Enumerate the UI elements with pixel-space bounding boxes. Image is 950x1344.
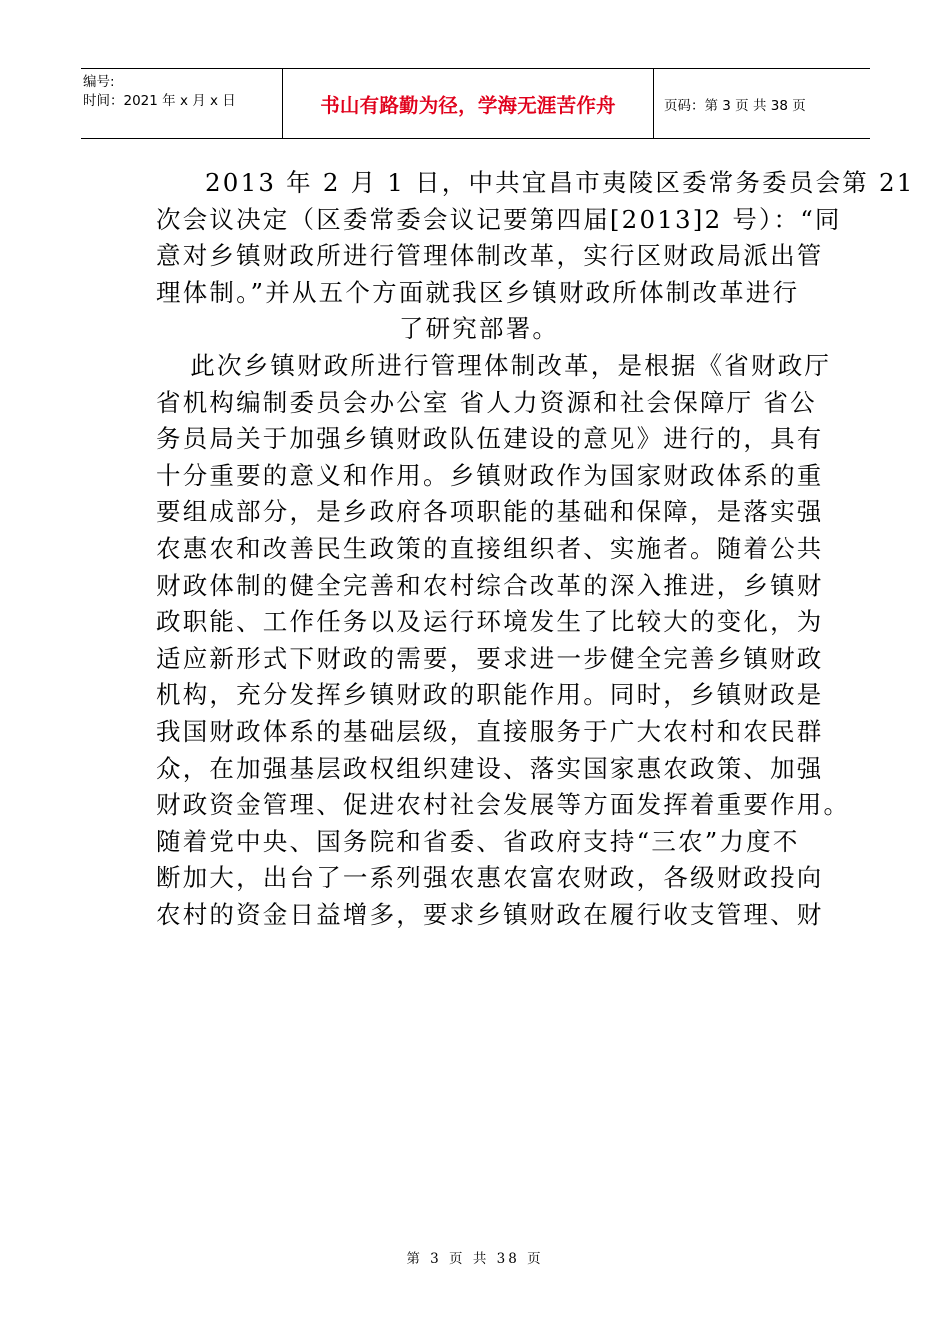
text-line: 要组成部分，是乡政府各项职能的基础和保障，是落实强 (156, 497, 824, 527)
header-page-info: 页码：第 3 页 共 38 页 (664, 97, 806, 114)
text-line: 财政资金管理、促进农村社会发展等方面发挥着重要作用。 (156, 790, 851, 820)
text-line: 理体制。”并从五个方面就我区乡镇财政所体制改革进行 (156, 277, 800, 307)
text-line: 断加大，出台了一系列强农惠农富农财政，各级财政投向 (156, 863, 824, 893)
text-line: 省机构编制委员会办公室 省人力资源和社会保障厅 省公 (156, 387, 817, 417)
text-line: 农村的资金日益增多，要求乡镇财政在履行收支管理、财 (156, 899, 824, 929)
text-line: 众，在加强基层政权组织建设、落实国家惠农政策、加强 (156, 753, 824, 783)
text-line: 此次乡镇财政所进行管理体制改革，是根据《省财政厅 (190, 350, 832, 380)
text-line: 了研究部署。 (398, 314, 560, 344)
paragraph-2 (156, 348, 851, 934)
text-line: 次会议决定（区委常委会议记要第四届[2013]2 号）：“同 (156, 204, 842, 234)
text-line: 农惠农和改善民生政策的直接组织者、实施者。随着公共 (156, 533, 824, 563)
paragraph-1 (156, 165, 915, 348)
text-line: 2013 年 2 月 1 日，中共宜昌市夷陵区委常务委员会第 21 (205, 168, 915, 197)
text-line: 十分重要的意义和作用。乡镇财政作为国家财政体系的重 (156, 460, 824, 490)
text-line: 我国财政体系的基础层级，直接服务于广大农村和农民群 (156, 716, 824, 746)
text-line: 随着党中央、国务院和省委、省政府支持“三农”力度不 (156, 826, 800, 856)
document-time-label: 时间：2021 年 x 月 x 日 (83, 93, 236, 109)
text-line: 机构，充分发挥乡镇财政的职能作用。同时，乡镇财政是 (156, 680, 824, 710)
header-meta (81, 69, 283, 138)
header-motto: 书山有路勤为径，学海无涯苦作舟 (283, 69, 654, 138)
text-line: 意对乡镇财政所进行管理体制改革，实行区财政局派出管 (156, 241, 824, 271)
document-body (156, 165, 915, 933)
page-footer: 第 3 页 共 38 页 (406, 1251, 544, 1267)
text-line: 务员局关于加强乡镇财政队伍建设的意见》进行的，具有 (156, 424, 824, 454)
text-line: 政职能、工作任务以及运行环境发生了比较大的变化，为 (156, 607, 824, 637)
document-number-label: 编号: (83, 74, 115, 90)
text-line: 适应新形式下财政的需要，要求进一步健全完善乡镇财政 (156, 643, 824, 673)
document-header (81, 68, 870, 139)
text-line: 财政体制的健全完善和农村综合改革的深入推进，乡镇财 (156, 570, 824, 600)
